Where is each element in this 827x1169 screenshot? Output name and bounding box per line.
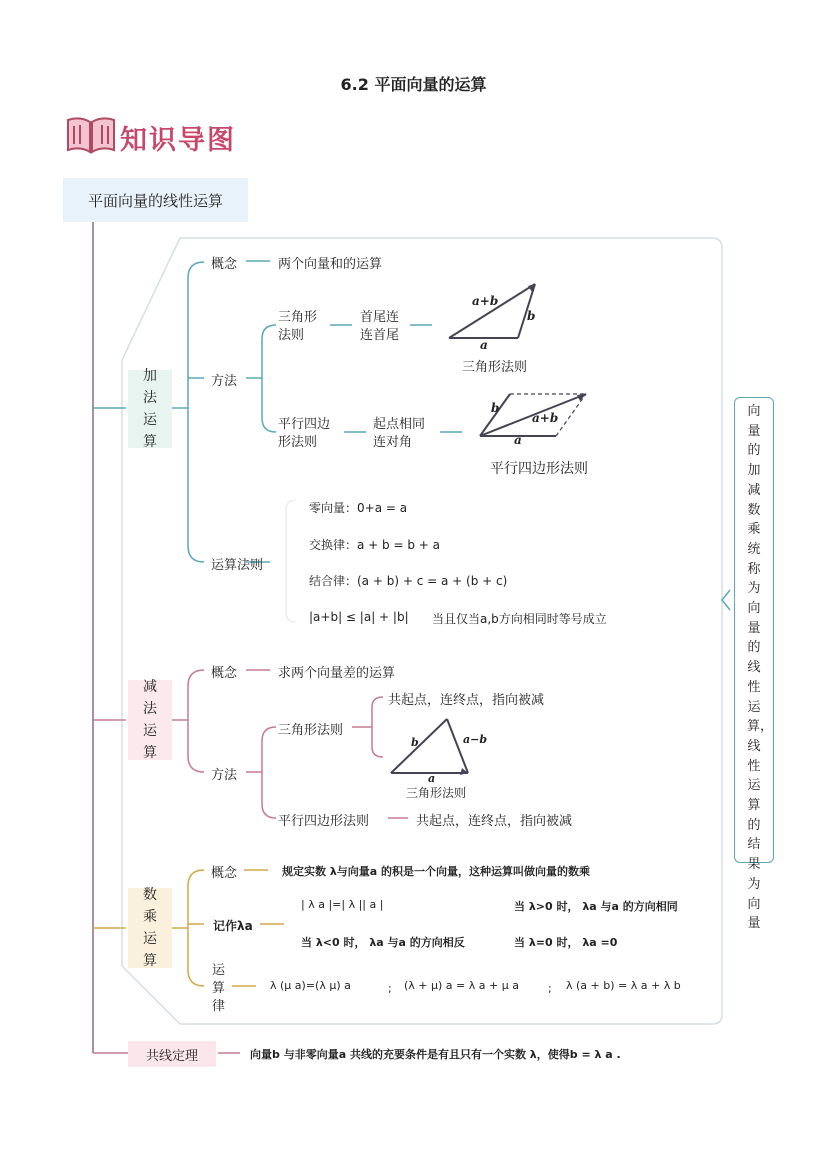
subtraction-triangle-caption: 三角形法则 xyxy=(406,786,467,800)
subtraction-concept-text: 求两个向量差的运算 xyxy=(278,666,396,681)
subtraction-method-label: 方法 xyxy=(211,768,238,783)
scalar-law-distributive-2: λ (a + b) = λ a + λ b xyxy=(566,979,681,992)
diagram-label-b: b xyxy=(527,309,536,323)
addition-node xyxy=(128,370,172,448)
addition-parallel-label: 平行四边形法则 xyxy=(278,417,331,450)
banner-title: 知识导图 xyxy=(120,125,236,156)
addition-concept-text: 两个向量和的运算 xyxy=(278,257,383,272)
root-label: 平面向量的线性运算 xyxy=(87,191,223,210)
parallel-label-a: a xyxy=(514,433,522,447)
diagram-label-a: a xyxy=(480,338,488,352)
addition-triangle-diagram xyxy=(449,284,535,338)
scalar-label: 数乘运算 xyxy=(143,887,157,969)
subtraction-concept-label: 概念 xyxy=(211,666,238,681)
addition-parallel-caption: 平行四边形法则 xyxy=(490,461,588,477)
scalar-magnitude: | λ a |=| λ || a | xyxy=(301,898,384,911)
rule-inequality-formula: |a+b| ≤ |a| + |b| xyxy=(309,610,409,624)
addition-rules-label: 运算法则 xyxy=(211,558,264,573)
scalar-notation-label: 记作λa xyxy=(213,919,253,933)
scalar-node xyxy=(128,888,172,968)
subtraction-parallel-desc: 共起点，连终点，指向被减 xyxy=(416,814,573,829)
rule-zero-vector: 零向量：0+a = a xyxy=(309,501,408,515)
subtraction-triangle-diagram xyxy=(391,719,468,775)
sub-diagram-label-b: b xyxy=(411,736,419,749)
addition-triangle-desc: 首尾连连首尾 xyxy=(360,310,400,343)
subtraction-triangle-desc: 共起点，连终点，指向被减 xyxy=(388,693,545,708)
diagram-label-a-plus-b: a+b xyxy=(472,294,499,308)
collinear-text: 向量b 与非零向量a 共线的充要条件是有且只有一个实数 λ，使得b = λ a . xyxy=(250,1048,621,1061)
addition-label: 加法运算 xyxy=(143,368,157,450)
scalar-laws-label: 运算律 xyxy=(212,963,226,1014)
subtraction-parallel-label: 平行四边形法则 xyxy=(278,814,370,829)
scalar-negative-case: 当 λ<0 时， λa 与a 的方向相反 xyxy=(301,936,465,949)
sub-diagram-label-a: a xyxy=(428,772,436,785)
scalar-positive-case: 当 λ>0 时， λa 与a 的方向相同 xyxy=(514,900,678,913)
sub-diagram-label-a-minus-b: a−b xyxy=(463,733,488,746)
root-node xyxy=(63,178,248,222)
scalar-law-associative: λ (μ a)=(λ μ) a xyxy=(270,979,351,992)
subtraction-node xyxy=(128,680,172,760)
rule-inequality-text: 当且仅当a,b方向相同时等号成立 xyxy=(432,612,607,626)
scalar-concept-label: 概念 xyxy=(211,866,238,881)
collinear-label: 共线定理 xyxy=(145,1048,198,1064)
addition-method-label: 方法 xyxy=(211,374,238,389)
rule-commutative: 交换律：a + b = b + a xyxy=(309,538,440,552)
addition-triangle-label: 三角形法则 xyxy=(278,310,318,343)
subtraction-triangle-label: 三角形法则 xyxy=(278,723,344,738)
addition-concept-label: 概念 xyxy=(211,257,238,272)
parallel-label-a-plus-b: a+b xyxy=(532,411,559,425)
subtraction-label: 减法运算 xyxy=(143,679,157,761)
scalar-law-distributive-1: (λ + μ) a = λ a + μ a xyxy=(404,979,519,992)
rule-associative: 结合律：(a + b) + c = a + (b + c) xyxy=(309,574,508,588)
parallel-label-b: b xyxy=(491,401,500,415)
addition-parallel-desc: 起点相同连对角 xyxy=(373,417,426,450)
scalar-law-sep-1: ; xyxy=(388,982,392,995)
scalar-concept-text: 规定实数 λ与向量a 的积是一个向量，这种运算叫做向量的数乘 xyxy=(282,865,591,878)
addition-triangle-caption: 三角形法则 xyxy=(462,360,528,375)
collinear-node xyxy=(128,1041,216,1067)
page-title: 6.2 平面向量的运算 xyxy=(340,75,487,94)
side-note-label: 向量的加减数乘统称为向量的线性运算，线性运算的结果为向量 xyxy=(747,404,774,932)
scalar-law-sep-2: ; xyxy=(548,982,552,995)
side-note-text xyxy=(734,402,774,934)
book-icon xyxy=(64,114,118,156)
scalar-zero-case: 当 λ=0 时， λa =0 xyxy=(514,936,618,949)
